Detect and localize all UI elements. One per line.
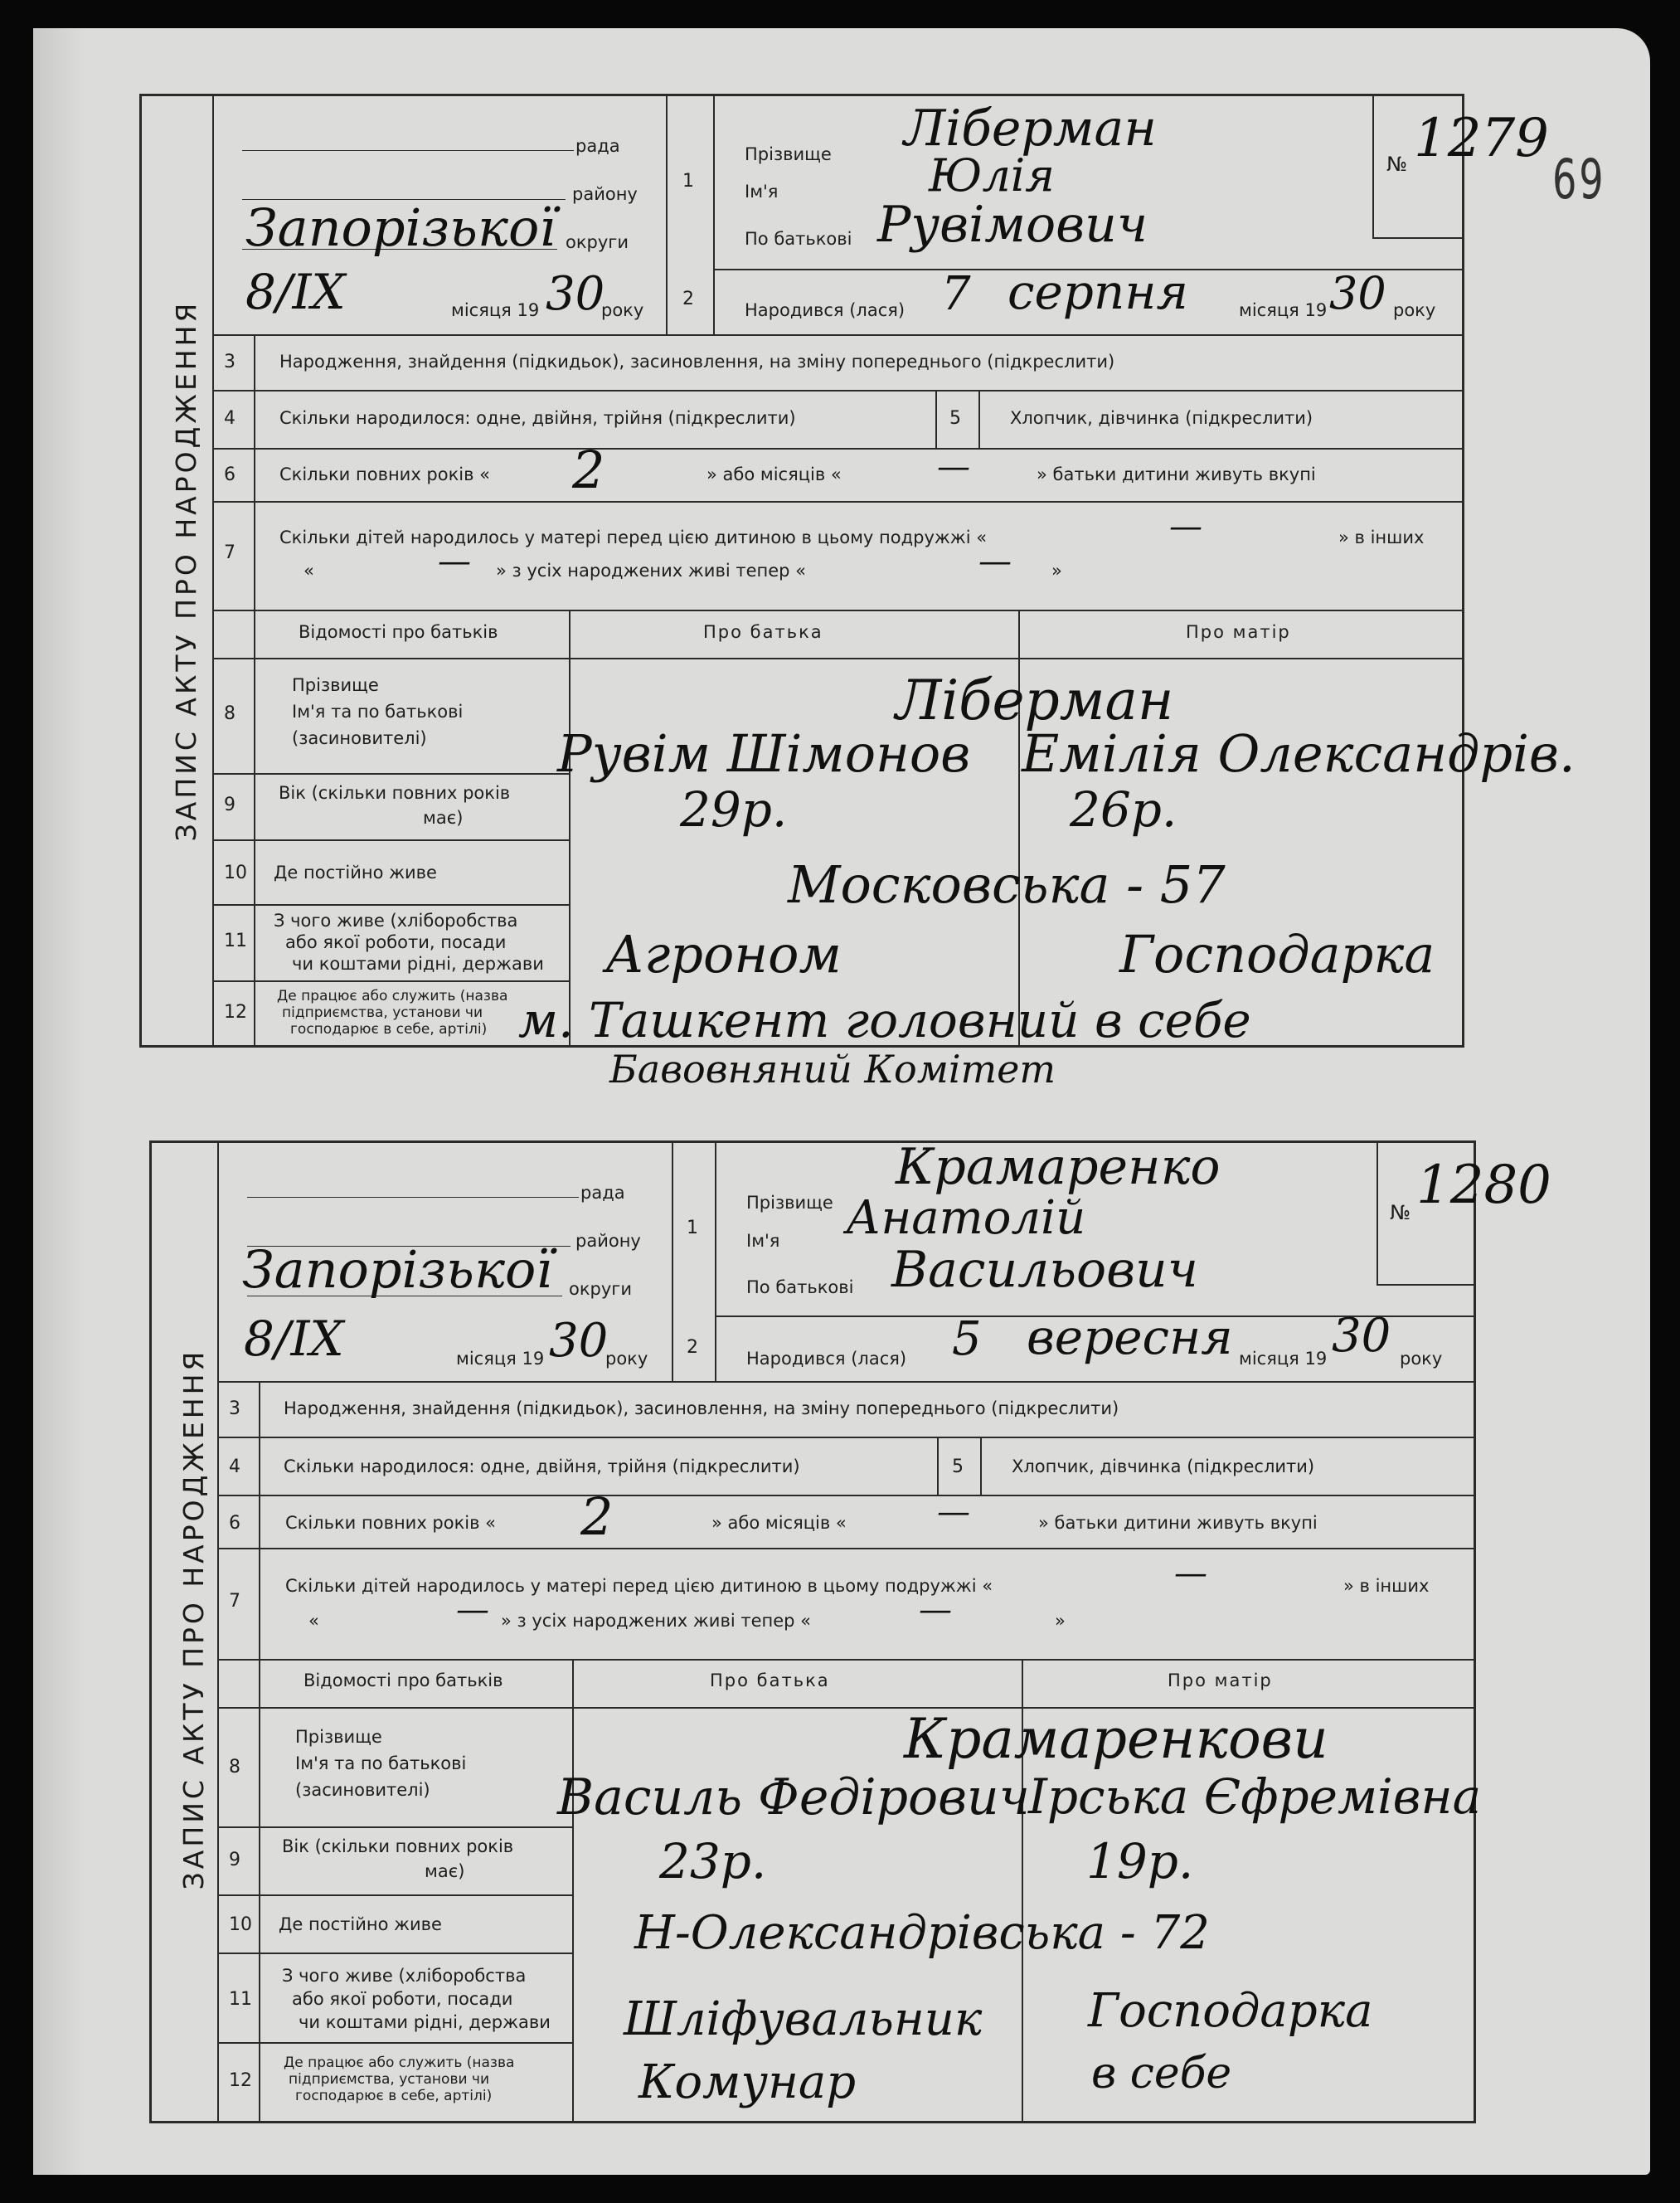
divider [212,839,569,841]
divider [212,390,1464,391]
surname-handwriting: Ліберман [904,100,1157,158]
raion-label: району [575,1231,641,1251]
year-handwriting: 30 [549,1314,609,1368]
row9-label-2: має) [425,1861,465,1881]
divider [217,1495,1476,1496]
divider [212,980,569,982]
row3-text: Народження, знайдення (підкидьок), засиновлення, на зміну попереднього (підкреслити) [279,352,1115,372]
divider [212,658,1464,659]
fill-line [247,1197,579,1198]
name-handwriting: Юлія [929,149,1055,202]
row7-text-d: » з усіх народжених живі тепер « [501,1611,812,1631]
row10-label: Де постійно живе [279,1914,442,1934]
name-label: Ім'я [746,1231,780,1251]
row6-text-b: » або місяців « [706,464,842,484]
father-occupation-handwriting: Агроном [605,924,842,985]
birth-day-handwriting: 7 [941,267,971,321]
row7-text-c: « [308,1611,319,1631]
row8-label-2: Ім'я та по батькові [295,1753,467,1773]
birth-year-handwriting: 30 [1332,1309,1391,1363]
row9-label-2: має) [423,808,464,828]
month-label: місяця 19 [1239,1349,1328,1369]
row5-text: Хлопчик, дівчинка (підкреслити) [1012,1457,1315,1476]
rada-label: рада [580,1183,625,1203]
birth-month-handwriting: серпня [1008,264,1188,320]
row-number: 11 [224,931,247,951]
row-number: 5 [952,1457,964,1477]
year-handwriting: 30 [546,267,605,321]
children-marriage-handwriting: — [1174,1554,1207,1593]
row7-text-a: Скільки дітей народилось у матері перед цією дитиною в цьому подружжі « [279,528,988,547]
divider [572,1659,574,2123]
date-handwriting: 8/IX [245,264,346,320]
father-age-handwriting: 23р. [659,1833,767,1889]
divider [217,1381,1476,1383]
month-label: місяця 19 [456,1349,545,1369]
divider [217,1548,1476,1549]
row6-text-a: Скільки повних років « [285,1513,497,1533]
row11-label-1: З чого живе (хліборобства [282,1966,527,1986]
name-label: Ім'я [745,182,779,202]
row7-text-e: » [1055,1611,1066,1631]
row-number: 12 [229,2070,252,2091]
divider [217,1437,1476,1438]
mother-age-handwriting: 26р. [1070,781,1177,838]
row7-text-e: » [1051,561,1062,581]
record-number-label: № [1390,1201,1411,1224]
birth-year-handwriting: 30 [1329,267,1386,319]
row11-label-3: чи коштами рідні, держави [299,2012,551,2032]
row-number: 11 [229,1989,252,2010]
workplace-handwriting: Комунар [638,2055,857,2109]
children-alive-handwriting: — [978,542,1012,581]
divider [978,390,980,448]
mother-workplace-handwriting: в себе [1091,2049,1232,2098]
date-handwriting: 8/IX [244,1311,344,1367]
row-number: 12 [224,1002,247,1023]
row8-label-3: (засиновителі) [295,1780,430,1800]
rada-label: рада [575,136,620,156]
divider [254,334,255,1048]
raion-label: району [572,184,638,204]
row-number: 5 [949,408,961,429]
divider [217,1140,219,2123]
divider [672,1140,673,1381]
patronymic-label: По батькові [745,229,852,249]
patronymic-handwriting: Васильович [891,1241,1198,1299]
row-number: 9 [229,1850,240,1870]
born-label: Народився (лася) [745,300,906,320]
father-header: Про батька [710,1670,830,1690]
district-handwriting: Запорізької [242,1239,553,1300]
sheet-number: 69 [1552,148,1606,212]
row-number: 6 [229,1513,240,1534]
parents-info-header: Відомості про батьків [303,1670,503,1690]
mother-age-handwriting: 19р. [1086,1833,1194,1889]
okruhy-label: округи [566,232,629,252]
row4-text: Скільки народилося: одне, двійня, трійня (підкреслити) [279,408,796,428]
birth-month-handwriting: вересня [1027,1309,1233,1365]
years-together-handwriting: 2 [580,1486,614,1547]
surname-label: Прізвище [746,1193,833,1213]
divider [217,1953,572,1954]
row5-text: Хлопчик, дівчинка (підкреслити) [1010,408,1313,428]
row11-label-2: або якої роботи, посади [285,932,507,952]
year-label: року [1400,1349,1443,1369]
divider [666,94,668,334]
row-number: 3 [229,1398,240,1419]
row-number: 1 [682,171,694,192]
row11-label-2: або якої роботи, посади [292,1989,513,2009]
row-number: 2 [687,1337,698,1358]
mother-header: Про матір [1168,1670,1273,1690]
row-number: 1 [687,1218,698,1238]
patronymic-label: По батькові [746,1277,854,1297]
residence-handwriting: Московська - 57 [788,854,1226,915]
row-number: 8 [224,703,235,724]
row-number: 7 [224,542,235,563]
divider [212,448,1464,450]
row12-label-1: Де працює або служить (назва [277,988,508,1004]
row8-label-3: (засиновителі) [292,728,427,748]
row3-text: Народження, знайдення (підкидьок), засиновлення, на зміну попереднього (підкреслити) [284,1398,1119,1418]
month-label: місяця 19 [1239,300,1328,320]
divider [217,1659,1476,1661]
months-together-handwriting: — [937,448,970,486]
row8-label-2: Ім'я та по батькові [292,702,464,722]
months-together-handwriting: — [937,1493,970,1531]
divider [212,334,1464,336]
divider [569,610,571,1048]
row6-text-c: » батьки дитини живуть вкупі [1038,1513,1318,1533]
father-name-handwriting: Василь Федірович [557,1768,1030,1826]
divider [212,773,569,775]
row11-label-3: чи коштами рідні, держави [292,954,544,974]
row-number: 3 [224,352,235,372]
row-number: 4 [224,408,235,429]
row12-label-2: підприємства, установи чи [282,1004,483,1021]
divider [937,1437,939,1495]
row-number: 2 [682,289,694,309]
divider [713,94,715,334]
born-label: Народився (лася) [746,1349,907,1369]
workplace-handwriting: м. Ташкент головний в себе [518,992,1251,1048]
fill-line [242,150,574,151]
divider [212,904,569,906]
years-together-handwriting: 2 [572,440,605,500]
row7-text-b: » в інших [1343,1576,1430,1596]
row9-label-1: Вік (скільки повних років [279,783,511,803]
children-other-handwriting: — [456,1591,489,1629]
birth-day-handwriting: 5 [952,1312,982,1366]
children-marriage-handwriting: — [1169,508,1202,546]
mother-name-handwriting: Ірська Єфремівна [1028,1768,1482,1825]
row-number: 10 [229,1914,252,1935]
district-handwriting: Запорізької [245,197,556,258]
divider [212,501,1464,503]
divider [217,2042,572,2044]
row7-text-a: Скільки дітей народилось у матері перед цією дитиною в цьому подружжі « [285,1576,993,1596]
row12-label-2: підприємства, установи чи [289,2071,490,2088]
parents-surname-handwriting: Ліберман [896,669,1174,732]
row9-label-1: Вік (скільки повних років [282,1836,514,1856]
row-number: 7 [229,1591,240,1612]
divider [212,610,1464,611]
row11-label-1: З чого живе (хліборобства [274,911,518,931]
record-number-handwriting: 1279 [1414,108,1549,169]
father-header: Про батька [703,622,823,642]
divider [217,1894,572,1896]
row7-text-c: « [303,561,314,581]
row12-label-3: господарює в себе, артілі) [290,1021,488,1038]
patronymic-handwriting: Рувімович [877,196,1148,254]
okruhy-label: округи [569,1279,632,1299]
row-number: 6 [224,464,235,485]
divider [980,1437,982,1495]
row-number: 10 [224,863,247,883]
month-label: місяця 19 [451,300,540,320]
mother-occupation-handwriting: Господарка [1088,1984,1373,2038]
record-number-label: № [1386,153,1407,176]
parents-info-header: Відомості про батьків [299,622,498,642]
divider [715,1140,716,1381]
row4-text: Скільки народилося: одне, двійня, трійня (підкреслити) [284,1457,800,1476]
mother-header: Про матір [1186,622,1291,642]
children-alive-handwriting: — [919,1591,952,1629]
row10-label: Де постійно живе [274,863,437,883]
name-handwriting: Анатолій [846,1191,1086,1245]
father-age-handwriting: 29р. [680,781,788,838]
divider [259,1381,260,2123]
residence-handwriting: Н-Олександрівська - 72 [634,1906,1210,1960]
row8-label-1: Прізвище [295,1727,382,1747]
mother-name-handwriting: Емілія Олександрів. [1022,723,1576,784]
divider [217,1826,572,1828]
year-label: року [1393,300,1436,320]
row-number: 4 [229,1457,240,1477]
row6-text-a: Скільки повних років « [279,464,491,484]
record-number-handwriting: 1280 [1416,1155,1551,1216]
surname-handwriting: Крамаренко [896,1138,1221,1196]
year-label: року [601,300,644,320]
year-label: року [605,1349,648,1369]
row8-label-1: Прізвище [292,675,379,695]
row6-text-c: » батьки дитини живуть вкупі [1037,464,1316,484]
row7-text-b: » в інших [1338,528,1425,547]
row7-text-d: » з усіх народжених живі тепер « [496,561,807,581]
workplace-line2-handwriting: Бавовняний Комітет [609,1047,1056,1092]
divider [935,390,937,448]
row-number: 8 [229,1757,240,1777]
parents-surname-handwriting: Крамаренкови [904,1707,1328,1771]
row12-label-3: господарює в себе, артілі) [295,2088,493,2104]
father-name-handwriting: Рувім Шімонов [557,723,971,784]
row6-text-b: » або місяців « [711,1513,847,1533]
mother-occupation-handwriting: Господарка [1119,924,1435,985]
row12-label-1: Де працює або служить (назва [284,2055,515,2071]
children-other-handwriting: — [438,542,471,581]
father-occupation-handwriting: Шліфувальник [624,1992,983,2046]
surname-label: Прізвище [745,144,832,164]
row-number: 9 [224,795,235,815]
